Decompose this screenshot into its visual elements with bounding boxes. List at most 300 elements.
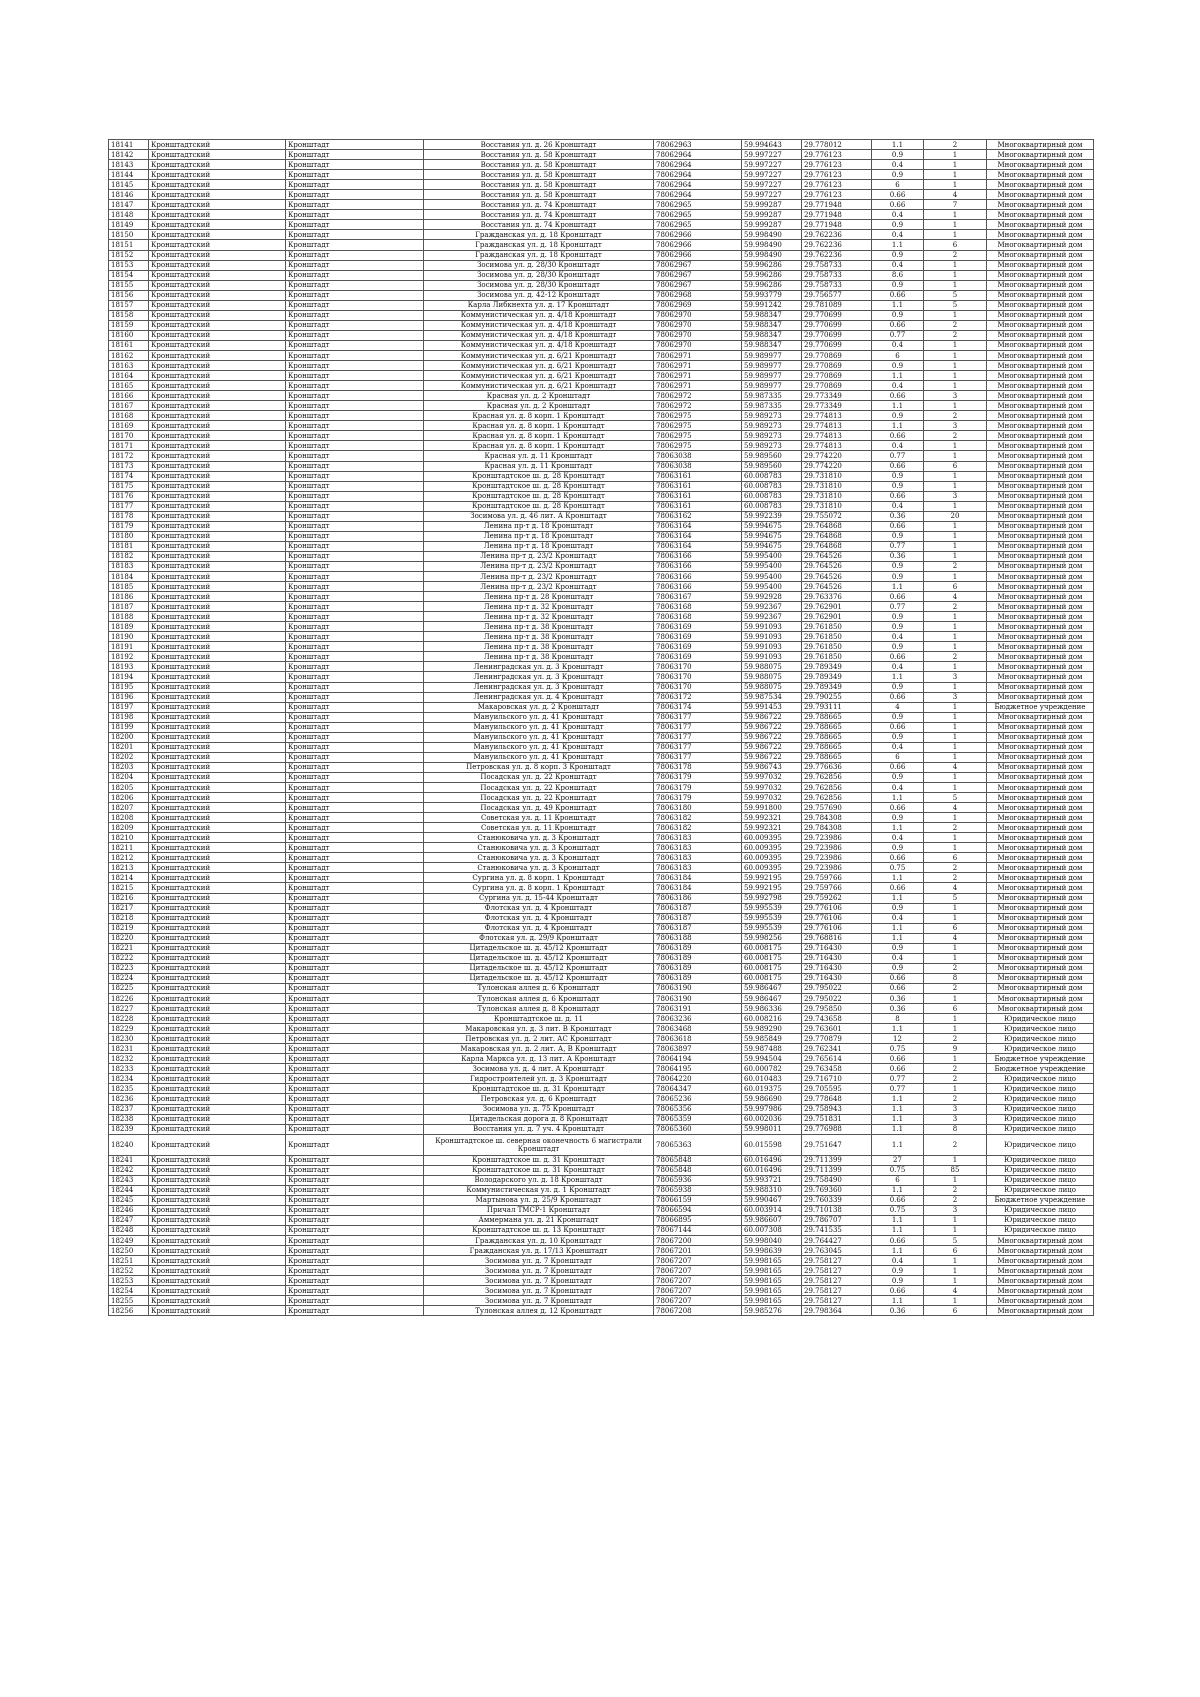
code-cell: 78063187 — [654, 903, 742, 913]
table-row — [109, 561, 1094, 571]
latitude-cell: 59.994504 — [742, 1054, 802, 1064]
district-cell: Кронштадтский — [149, 511, 286, 521]
count-cell: 1 — [924, 451, 987, 461]
city-cell: Кронштадт — [286, 1185, 424, 1195]
district-cell: Кронштадтский — [149, 1044, 286, 1054]
district-cell: Кронштадтский — [149, 602, 286, 612]
table-row — [109, 451, 1094, 461]
count-cell: 1 — [924, 662, 987, 672]
address-cell: Гражданская ул. д. 18 Кронштадт — [424, 250, 654, 260]
address-cell: Кронштадтское ш. северная оконечность 6 магистрали Кронштадт — [424, 1134, 654, 1155]
longitude-cell: 29.784308 — [802, 823, 872, 833]
longitude-cell: 29.765614 — [802, 1054, 872, 1064]
longitude-cell: 29.731810 — [802, 471, 872, 481]
code-cell: 78065848 — [654, 1155, 742, 1165]
longitude-cell: 29.798364 — [802, 1306, 872, 1316]
address-cell: Мануильского ул. д. 41 Кронштадт — [424, 712, 654, 722]
consumer-type-cell: Юридическое лицо — [987, 1104, 1094, 1114]
power-cell: 0.66 — [872, 652, 924, 662]
row-number: 18174 — [109, 471, 149, 481]
count-cell: 1 — [924, 180, 987, 190]
latitude-cell: 60.015598 — [742, 1134, 802, 1155]
city-cell: Кронштадт — [286, 712, 424, 722]
latitude-cell: 60.009395 — [742, 863, 802, 873]
latitude-cell: 59.996286 — [742, 270, 802, 280]
consumer-type-cell: Юридическое лицо — [987, 1225, 1094, 1235]
district-cell: Кронштадтский — [149, 471, 286, 481]
city-cell: Кронштадт — [286, 551, 424, 561]
consumer-type-cell: Многоквартирный дом — [987, 672, 1094, 682]
count-cell: 1 — [924, 541, 987, 551]
row-number: 18226 — [109, 993, 149, 1003]
code-cell: 78063183 — [654, 843, 742, 853]
district-cell: Кронштадтский — [149, 1246, 286, 1256]
city-cell: Кронштадт — [286, 190, 424, 200]
consumer-type-cell: Многоквартирный дом — [987, 170, 1094, 180]
consumer-type-cell: Многоквартирный дом — [987, 310, 1094, 320]
city-cell: Кронштадт — [286, 270, 424, 280]
power-cell: 1.1 — [872, 371, 924, 381]
longitude-cell: 29.776106 — [802, 903, 872, 913]
table-row — [109, 481, 1094, 491]
latitude-cell: 59.998040 — [742, 1236, 802, 1246]
row-number: 18178 — [109, 511, 149, 521]
row-number: 18241 — [109, 1155, 149, 1165]
count-cell: 1 — [924, 813, 987, 823]
code-cell: 78062964 — [654, 170, 742, 180]
row-number: 18244 — [109, 1185, 149, 1195]
district-cell: Кронштадтский — [149, 793, 286, 803]
latitude-cell: 59.998256 — [742, 933, 802, 943]
district-cell: Кронштадтский — [149, 592, 286, 602]
latitude-cell: 59.992367 — [742, 612, 802, 622]
code-cell: 78067208 — [654, 1306, 742, 1316]
district-cell: Кронштадтский — [149, 391, 286, 401]
consumer-type-cell: Многоквартирный дом — [987, 381, 1094, 391]
consumer-type-cell: Многоквартирный дом — [987, 1296, 1094, 1306]
longitude-cell: 29.776123 — [802, 150, 872, 160]
address-cell: Восстания ул. д. 74 Кронштадт — [424, 200, 654, 210]
address-cell: Ленинградская ул. д. 4 Кронштадт — [424, 692, 654, 702]
table-row — [109, 1094, 1094, 1104]
city-cell: Кронштадт — [286, 1024, 424, 1034]
district-cell: Кронштадтский — [149, 180, 286, 190]
consumer-type-cell: Многоквартирный дом — [987, 431, 1094, 441]
power-cell: 0.9 — [872, 572, 924, 582]
count-cell: 1 — [924, 280, 987, 290]
power-cell: 1.1 — [872, 1104, 924, 1114]
latitude-cell: 59.993721 — [742, 1175, 802, 1185]
latitude-cell: 59.989273 — [742, 411, 802, 421]
count-cell: 1 — [924, 622, 987, 632]
code-cell: 78062975 — [654, 441, 742, 451]
longitude-cell: 29.774813 — [802, 421, 872, 431]
city-cell: Кронштадт — [286, 441, 424, 451]
count-cell: 1 — [924, 150, 987, 160]
longitude-cell: 29.774813 — [802, 411, 872, 421]
count-cell: 1 — [924, 1276, 987, 1286]
power-cell: 4 — [872, 702, 924, 712]
power-cell: 0.77 — [872, 451, 924, 461]
row-number: 18184 — [109, 572, 149, 582]
district-cell: Кронштадтский — [149, 973, 286, 983]
district-cell: Кронштадтский — [149, 783, 286, 793]
latitude-cell: 59.992195 — [742, 873, 802, 883]
code-cell: 78063177 — [654, 752, 742, 762]
city-cell: Кронштадт — [286, 381, 424, 391]
count-cell: 2 — [924, 411, 987, 421]
longitude-cell: 29.710138 — [802, 1205, 872, 1215]
table-row — [109, 913, 1094, 923]
count-cell: 1 — [924, 1296, 987, 1306]
table-row — [109, 1004, 1094, 1014]
count-cell: 1 — [924, 381, 987, 391]
table-row — [109, 1296, 1094, 1306]
district-cell: Кронштадтский — [149, 712, 286, 722]
row-number: 18154 — [109, 270, 149, 280]
code-cell: 78063236 — [654, 1014, 742, 1024]
row-number: 18248 — [109, 1225, 149, 1235]
city-cell: Кронштадт — [286, 772, 424, 782]
table-row — [109, 1286, 1094, 1296]
power-cell: 1.1 — [872, 1114, 924, 1124]
code-cell: 78063179 — [654, 772, 742, 782]
code-cell: 78066159 — [654, 1195, 742, 1205]
count-cell: 9 — [924, 1044, 987, 1054]
address-cell: Кронштадтское ш. д. 28 Кронштадт — [424, 481, 654, 491]
latitude-cell: 59.992367 — [742, 602, 802, 612]
city-cell: Кронштадт — [286, 903, 424, 913]
row-number: 18242 — [109, 1165, 149, 1175]
latitude-cell: 59.994643 — [742, 140, 802, 150]
city-cell: Кронштадт — [286, 1074, 424, 1084]
latitude-cell: 59.987335 — [742, 401, 802, 411]
table-row — [109, 340, 1094, 350]
consumer-type-cell: Юридическое лицо — [987, 1014, 1094, 1024]
city-cell: Кронштадт — [286, 411, 424, 421]
district-cell: Кронштадтский — [149, 250, 286, 260]
power-cell: 1.1 — [872, 401, 924, 411]
address-cell: Красная ул. д. 2 Кронштадт — [424, 391, 654, 401]
count-cell: 1 — [924, 732, 987, 742]
data-table — [108, 139, 1094, 1316]
latitude-cell: 59.986607 — [742, 1215, 802, 1225]
power-cell: 0.9 — [872, 712, 924, 722]
address-cell: Коммунистическая ул. д. 6/21 Кронштадт — [424, 350, 654, 360]
code-cell: 78063170 — [654, 672, 742, 682]
table-row — [109, 652, 1094, 662]
consumer-type-cell: Многоквартирный дом — [987, 863, 1094, 873]
district-cell: Кронштадтский — [149, 561, 286, 571]
address-cell: Красная ул. д. 8 корп. 1 Кронштадт — [424, 411, 654, 421]
row-number: 18253 — [109, 1276, 149, 1286]
city-cell: Кронштадт — [286, 401, 424, 411]
latitude-cell: 59.995539 — [742, 923, 802, 933]
table-row — [109, 1246, 1094, 1256]
table-row — [109, 491, 1094, 501]
district-cell: Кронштадтский — [149, 240, 286, 250]
code-cell: 78067144 — [654, 1225, 742, 1235]
district-cell: Кронштадтский — [149, 310, 286, 320]
longitude-cell: 29.774813 — [802, 441, 872, 451]
count-cell: 3 — [924, 391, 987, 401]
code-cell: 78062970 — [654, 310, 742, 320]
consumer-type-cell: Многоквартирный дом — [987, 843, 1094, 853]
address-cell: Зосимова ул. д. 75 Кронштадт — [424, 1104, 654, 1114]
table-row — [109, 1034, 1094, 1044]
code-cell: 78063183 — [654, 833, 742, 843]
row-number: 18210 — [109, 833, 149, 843]
latitude-cell: 59.987335 — [742, 391, 802, 401]
latitude-cell: 59.992321 — [742, 823, 802, 833]
latitude-cell: 59.991453 — [742, 702, 802, 712]
row-number: 18204 — [109, 772, 149, 782]
row-number: 18207 — [109, 803, 149, 813]
table-row — [109, 662, 1094, 672]
table-row — [109, 682, 1094, 692]
count-cell: 2 — [924, 1185, 987, 1195]
count-cell: 2 — [924, 823, 987, 833]
power-cell: 0.9 — [872, 561, 924, 571]
city-cell: Кронштадт — [286, 742, 424, 752]
longitude-cell: 29.758127 — [802, 1286, 872, 1296]
code-cell: 78062966 — [654, 230, 742, 240]
city-cell: Кронштадт — [286, 983, 424, 993]
table-row — [109, 160, 1094, 170]
count-cell: 1 — [924, 572, 987, 582]
city-cell: Кронштадт — [286, 943, 424, 953]
code-cell: 78066895 — [654, 1215, 742, 1225]
power-cell: 1.1 — [872, 923, 924, 933]
power-cell: 0.9 — [872, 943, 924, 953]
count-cell: 5 — [924, 893, 987, 903]
city-cell: Кронштадт — [286, 722, 424, 732]
table-row — [109, 220, 1094, 230]
consumer-type-cell: Многоквартирный дом — [987, 933, 1094, 943]
city-cell: Кронштадт — [286, 622, 424, 632]
consumer-type-cell: Многоквартирный дом — [987, 150, 1094, 160]
longitude-cell: 29.757690 — [802, 803, 872, 813]
city-cell: Кронштадт — [286, 923, 424, 933]
power-cell: 0.4 — [872, 833, 924, 843]
city-cell: Кронштадт — [286, 863, 424, 873]
count-cell: 5 — [924, 793, 987, 803]
table-row — [109, 371, 1094, 381]
longitude-cell: 29.788665 — [802, 722, 872, 732]
count-cell: 2 — [924, 250, 987, 260]
district-cell: Кронштадтский — [149, 1034, 286, 1044]
power-cell: 0.66 — [872, 1195, 924, 1205]
district-cell: Кронштадтский — [149, 441, 286, 451]
row-number: 18214 — [109, 873, 149, 883]
city-cell: Кронштадт — [286, 491, 424, 501]
latitude-cell: 59.986722 — [742, 732, 802, 742]
code-cell: 78063164 — [654, 521, 742, 531]
row-number: 18177 — [109, 501, 149, 511]
district-cell: Кронштадтский — [149, 742, 286, 752]
count-cell: 4 — [924, 803, 987, 813]
latitude-cell: 59.997986 — [742, 1104, 802, 1114]
city-cell: Кронштадт — [286, 340, 424, 350]
consumer-type-cell: Многоквартирный дом — [987, 783, 1094, 793]
count-cell: 1 — [924, 340, 987, 350]
address-cell: Ленина пр-т д. 18 Кронштадт — [424, 521, 654, 531]
longitude-cell: 29.773349 — [802, 401, 872, 411]
longitude-cell: 29.764868 — [802, 521, 872, 531]
row-number: 18229 — [109, 1024, 149, 1034]
city-cell: Кронштадт — [286, 501, 424, 511]
code-cell: 78063166 — [654, 582, 742, 592]
district-cell: Кронштадтский — [149, 551, 286, 561]
count-cell: 8 — [924, 1124, 987, 1134]
city-cell: Кронштадт — [286, 1114, 424, 1124]
power-cell: 1.1 — [872, 1124, 924, 1134]
code-cell: 78067207 — [654, 1266, 742, 1276]
row-number: 18195 — [109, 682, 149, 692]
count-cell: 3 — [924, 1114, 987, 1124]
district-cell: Кронштадтский — [149, 833, 286, 843]
count-cell: 2 — [924, 963, 987, 973]
latitude-cell: 59.998490 — [742, 230, 802, 240]
latitude-cell: 59.985276 — [742, 1306, 802, 1316]
code-cell: 78063190 — [654, 993, 742, 1003]
row-number: 18193 — [109, 662, 149, 672]
row-number: 18243 — [109, 1175, 149, 1185]
district-cell: Кронштадтский — [149, 270, 286, 280]
longitude-cell: 29.770699 — [802, 340, 872, 350]
power-cell: 1.1 — [872, 1225, 924, 1235]
latitude-cell: 59.994675 — [742, 531, 802, 541]
consumer-type-cell: Многоквартирный дом — [987, 873, 1094, 883]
latitude-cell: 59.998165 — [742, 1286, 802, 1296]
code-cell: 78065936 — [654, 1175, 742, 1185]
latitude-cell: 60.009395 — [742, 833, 802, 843]
city-cell: Кронштадт — [286, 290, 424, 300]
code-cell: 78062966 — [654, 250, 742, 260]
latitude-cell: 59.997032 — [742, 772, 802, 782]
address-cell: Ленина пр-т д. 38 Кронштадт — [424, 642, 654, 652]
city-cell: Кронштадт — [286, 1276, 424, 1286]
table-row — [109, 1104, 1094, 1114]
code-cell: 78065356 — [654, 1104, 742, 1114]
power-cell: 0.9 — [872, 772, 924, 782]
latitude-cell: 59.998490 — [742, 240, 802, 250]
district-cell: Кронштадтский — [149, 1266, 286, 1276]
consumer-type-cell: Многоквартирный дом — [987, 411, 1094, 421]
power-cell: 1.1 — [872, 893, 924, 903]
power-cell: 0.66 — [872, 1286, 924, 1296]
address-cell: Ленина пр-т д. 18 Кронштадт — [424, 541, 654, 551]
district-cell: Кронштадтский — [149, 1175, 286, 1185]
longitude-cell: 29.731810 — [802, 481, 872, 491]
city-cell: Кронштадт — [286, 170, 424, 180]
latitude-cell: 59.989977 — [742, 381, 802, 391]
district-cell: Кронштадтский — [149, 1114, 286, 1124]
power-cell: 0.77 — [872, 541, 924, 551]
district-cell: Кронштадтский — [149, 682, 286, 692]
count-cell: 1 — [924, 1175, 987, 1185]
district-cell: Кронштадтский — [149, 1104, 286, 1114]
code-cell: 78063177 — [654, 742, 742, 752]
city-cell: Кронштадт — [286, 210, 424, 220]
count-cell: 2 — [924, 873, 987, 883]
latitude-cell: 59.995400 — [742, 551, 802, 561]
count-cell: 1 — [924, 783, 987, 793]
longitude-cell: 29.770699 — [802, 330, 872, 340]
consumer-type-cell: Многоквартирный дом — [987, 602, 1094, 612]
table-row — [109, 752, 1094, 762]
latitude-cell: 59.996286 — [742, 260, 802, 270]
longitude-cell: 29.788665 — [802, 732, 872, 742]
latitude-cell: 60.008783 — [742, 481, 802, 491]
table-row — [109, 1266, 1094, 1276]
city-cell: Кронштадт — [286, 1155, 424, 1165]
power-cell: 0.75 — [872, 863, 924, 873]
code-cell: 78063897 — [654, 1044, 742, 1054]
latitude-cell: 59.987534 — [742, 692, 802, 702]
table-row — [109, 732, 1094, 742]
consumer-type-cell: Юридическое лицо — [987, 1124, 1094, 1134]
district-cell: Кронштадтский — [149, 541, 286, 551]
power-cell: 0.9 — [872, 1266, 924, 1276]
table-row — [109, 923, 1094, 933]
code-cell: 78062966 — [654, 240, 742, 250]
table-row — [109, 230, 1094, 240]
latitude-cell: 60.008783 — [742, 501, 802, 511]
longitude-cell: 29.789349 — [802, 672, 872, 682]
power-cell: 1.1 — [872, 873, 924, 883]
power-cell: 1.1 — [872, 1296, 924, 1306]
count-cell: 6 — [924, 1306, 987, 1316]
code-cell: 78063177 — [654, 712, 742, 722]
latitude-cell: 59.986467 — [742, 983, 802, 993]
power-cell: 0.66 — [872, 973, 924, 983]
table-row — [109, 853, 1094, 863]
code-cell: 78063182 — [654, 813, 742, 823]
power-cell: 0.36 — [872, 511, 924, 521]
latitude-cell: 59.988347 — [742, 310, 802, 320]
consumer-type-cell: Юридическое лицо — [987, 1024, 1094, 1034]
row-number: 18171 — [109, 441, 149, 451]
row-number: 18173 — [109, 461, 149, 471]
consumer-type-cell: Бюджетное учреждение — [987, 1054, 1094, 1064]
row-number: 18164 — [109, 371, 149, 381]
code-cell: 78063038 — [654, 451, 742, 461]
district-cell: Кронштадтский — [149, 411, 286, 421]
consumer-type-cell: Многоквартирный дом — [987, 371, 1094, 381]
count-cell: 1 — [924, 401, 987, 411]
latitude-cell: 59.992321 — [742, 813, 802, 823]
power-cell: 0.66 — [872, 391, 924, 401]
address-cell: Зосимова ул. д. 7 Кронштадт — [424, 1286, 654, 1296]
city-cell: Кронштадт — [286, 592, 424, 602]
table-row — [109, 1225, 1094, 1235]
district-cell: Кронштадтский — [149, 1195, 286, 1205]
address-cell: Мануильского ул. д. 41 Кронштадт — [424, 752, 654, 762]
power-cell: 0.66 — [872, 320, 924, 330]
address-cell: Кронштадтское ш. д. 11 — [424, 1014, 654, 1024]
city-cell: Кронштадт — [286, 973, 424, 983]
table-row — [109, 541, 1094, 551]
row-number: 18155 — [109, 280, 149, 290]
count-cell: 3 — [924, 421, 987, 431]
latitude-cell: 60.009395 — [742, 853, 802, 863]
district-cell: Кронштадтский — [149, 210, 286, 220]
district-cell: Кронштадтский — [149, 1124, 286, 1134]
row-number: 18222 — [109, 953, 149, 963]
city-cell: Кронштадт — [286, 230, 424, 240]
consumer-type-cell: Многоквартирный дом — [987, 722, 1094, 732]
